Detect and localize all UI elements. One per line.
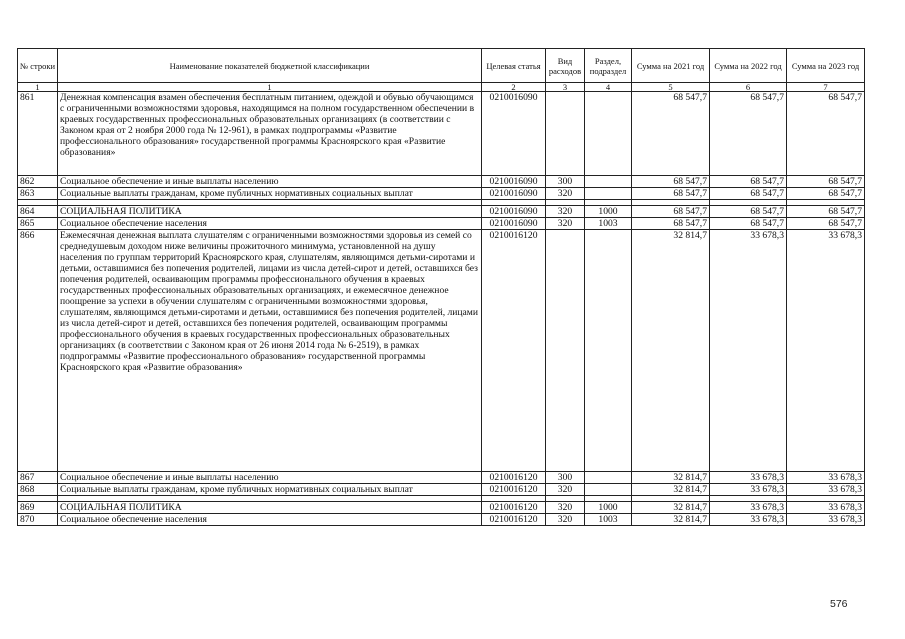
row-name: Социальные выплаты гражданам, кроме публичных нормативных социальных выплат — [58, 188, 482, 200]
row-target-code: 0210016090 — [482, 188, 546, 200]
row-vid: 320 — [546, 188, 585, 200]
row-number: 862 — [18, 176, 58, 188]
row-target-code: 0210016120 — [482, 514, 546, 526]
row-sum-2021: 68 547,7 — [632, 218, 710, 230]
col-number: 3 — [546, 83, 585, 92]
row-number: 866 — [18, 230, 58, 472]
header-vid: Вид расходов — [546, 49, 585, 83]
col-number: 6 — [710, 83, 787, 92]
row-target-code: 0210016120 — [482, 502, 546, 514]
row-name: Денежная компенсация взамен обеспечения бесплатным питанием, одеждой и обувью обучающимся с ограниченными возможностями здоровья, находящимся на полном государственном обеспечении в краевых государственных профессиональных образовательных организациях (в соответствии с Законом края от 2 ноября 2000 года № 12-961), в рамках подпрограммы «Развитие профессионального образования» государственной программы Красноярского края «Развитие образования» — [58, 92, 482, 176]
row-number: 867 — [18, 472, 58, 484]
header-sum-2022: Сумма на 2022 год — [710, 49, 787, 83]
row-sum-2022: 68 547,7 — [710, 206, 787, 218]
row-target-code: 0210016120 — [482, 472, 546, 484]
row-razd: 1003 — [585, 218, 632, 230]
row-vid: 300 — [546, 472, 585, 484]
col-number: 7 — [787, 83, 865, 92]
row-number: 868 — [18, 484, 58, 496]
row-name: Социальное обеспечение и иные выплаты населению — [58, 472, 482, 484]
row-number: 865 — [18, 218, 58, 230]
row-sum-2023: 68 547,7 — [787, 92, 865, 176]
table-row — [18, 472, 865, 484]
row-number: 864 — [18, 206, 58, 218]
header-razd: Раздел, подраздел — [585, 49, 632, 83]
col-number: 1 — [18, 83, 58, 92]
row-sum-2021: 68 547,7 — [632, 206, 710, 218]
row-name: Ежемесячная денежная выплата слушателям с ограниченными возможностями здоровья из семей со среднедушевым доходом ниже величины прожиточного минимума, установленной на душу населения по группам территорий Красноярского края, слушателям, являющимся детьми-сиротами и детьми, оставшимися без попечения родителей, лицами из числа детей-сирот и детей, оставшихся без попечения родителей, осваивающим программы профессионального обучения в краевых государственных профессиональных образовательных организациях, и ежемесячное денежное поощрение за успехи в обучении слушателям с ограниченными возможностями здоровья, слушателям, являющимся детьми-сиротами и детьми, оставшимися без попечения родителей, лицами из числа детей-сирот и детей, оставшихся без попечения родителей, осваивающим программы профессионального обучения в краевых государственных профессиональных образовательных организациях (в соответствии с Законом края от 26 июня 2014 года № 6-2519), в рамках подпрограммы «Развитие профессионального образования» государственной программы Красноярского края «Развитие образования» — [58, 230, 482, 472]
table-row — [18, 230, 865, 472]
table-row — [18, 92, 865, 176]
budget-table — [17, 48, 865, 526]
table-row — [18, 206, 865, 218]
row-sum-2023: 68 547,7 — [787, 176, 865, 188]
row-vid — [546, 92, 585, 176]
header-sum-2021: Сумма на 2021 год — [632, 49, 710, 83]
header-row — [18, 49, 865, 83]
row-number: 869 — [18, 502, 58, 514]
row-sum-2021: 32 814,7 — [632, 472, 710, 484]
table-row — [18, 484, 865, 496]
row-vid: 320 — [546, 206, 585, 218]
row-razd: 1000 — [585, 502, 632, 514]
table-row — [18, 514, 865, 526]
row-vid: 320 — [546, 502, 585, 514]
row-razd — [585, 188, 632, 200]
row-number: 870 — [18, 514, 58, 526]
row-name: Социальное обеспечение населения — [58, 514, 482, 526]
row-sum-2021: 68 547,7 — [632, 176, 710, 188]
header-row-no: № строки — [18, 49, 58, 83]
row-sum-2022: 33 678,3 — [710, 472, 787, 484]
table-row — [18, 188, 865, 200]
row-razd: 1000 — [585, 206, 632, 218]
row-sum-2022: 68 547,7 — [710, 188, 787, 200]
row-sum-2021: 68 547,7 — [632, 188, 710, 200]
row-target-code: 0210016090 — [482, 206, 546, 218]
row-sum-2023: 33 678,3 — [787, 502, 865, 514]
col-number: 2 — [482, 83, 546, 92]
row-sum-2022: 33 678,3 — [710, 230, 787, 472]
table-row — [18, 218, 865, 230]
row-name: СОЦИАЛЬНАЯ ПОЛИТИКА — [58, 502, 482, 514]
row-name: Социальное обеспечение и иные выплаты населению — [58, 176, 482, 188]
row-target-code: 0210016090 — [482, 92, 546, 176]
row-target-code: 0210016120 — [482, 230, 546, 472]
row-sum-2022: 68 547,7 — [710, 92, 787, 176]
row-sum-2021: 68 547,7 — [632, 92, 710, 176]
row-razd: 1003 — [585, 514, 632, 526]
table-row — [18, 502, 865, 514]
row-razd — [585, 92, 632, 176]
row-razd — [585, 484, 632, 496]
row-sum-2023: 68 547,7 — [787, 206, 865, 218]
row-sum-2023: 68 547,7 — [787, 188, 865, 200]
row-sum-2023: 33 678,3 — [787, 472, 865, 484]
row-sum-2021: 32 814,7 — [632, 502, 710, 514]
row-target-code: 0210016090 — [482, 176, 546, 188]
table-body — [18, 92, 865, 526]
row-vid: 300 — [546, 176, 585, 188]
row-sum-2021: 32 814,7 — [632, 514, 710, 526]
row-sum-2023: 33 678,3 — [787, 484, 865, 496]
table-row — [18, 176, 865, 188]
row-name: Социальное обеспечение населения — [58, 218, 482, 230]
row-sum-2022: 68 547,7 — [710, 218, 787, 230]
row-razd — [585, 176, 632, 188]
col-number: 1 — [58, 83, 482, 92]
row-sum-2023: 33 678,3 — [787, 514, 865, 526]
header-sum-2023: Сумма на 2023 год — [787, 49, 865, 83]
row-name: Социальные выплаты гражданам, кроме публичных нормативных социальных выплат — [58, 484, 482, 496]
row-sum-2021: 32 814,7 — [632, 230, 710, 472]
row-vid: 320 — [546, 218, 585, 230]
header-name: Наименование показателей бюджетной классификации — [58, 49, 482, 83]
row-name: СОЦИАЛЬНАЯ ПОЛИТИКА — [58, 206, 482, 218]
row-sum-2022: 68 547,7 — [710, 176, 787, 188]
row-sum-2022: 33 678,3 — [710, 484, 787, 496]
row-sum-2023: 33 678,3 — [787, 230, 865, 472]
row-vid: 320 — [546, 514, 585, 526]
row-target-code: 0210016120 — [482, 484, 546, 496]
page-number: 576 — [830, 598, 848, 610]
row-sum-2022: 33 678,3 — [710, 514, 787, 526]
row-vid: 320 — [546, 484, 585, 496]
row-number: 863 — [18, 188, 58, 200]
row-sum-2023: 68 547,7 — [787, 218, 865, 230]
col-number: 5 — [632, 83, 710, 92]
header-target: Целевая статья — [482, 49, 546, 83]
row-vid — [546, 230, 585, 472]
row-razd — [585, 230, 632, 472]
col-number: 4 — [585, 83, 632, 92]
row-razd — [585, 472, 632, 484]
row-number: 861 — [18, 92, 58, 176]
row-target-code: 0210016090 — [482, 218, 546, 230]
row-sum-2021: 32 814,7 — [632, 484, 710, 496]
column-number-row — [18, 83, 865, 92]
row-sum-2022: 33 678,3 — [710, 502, 787, 514]
